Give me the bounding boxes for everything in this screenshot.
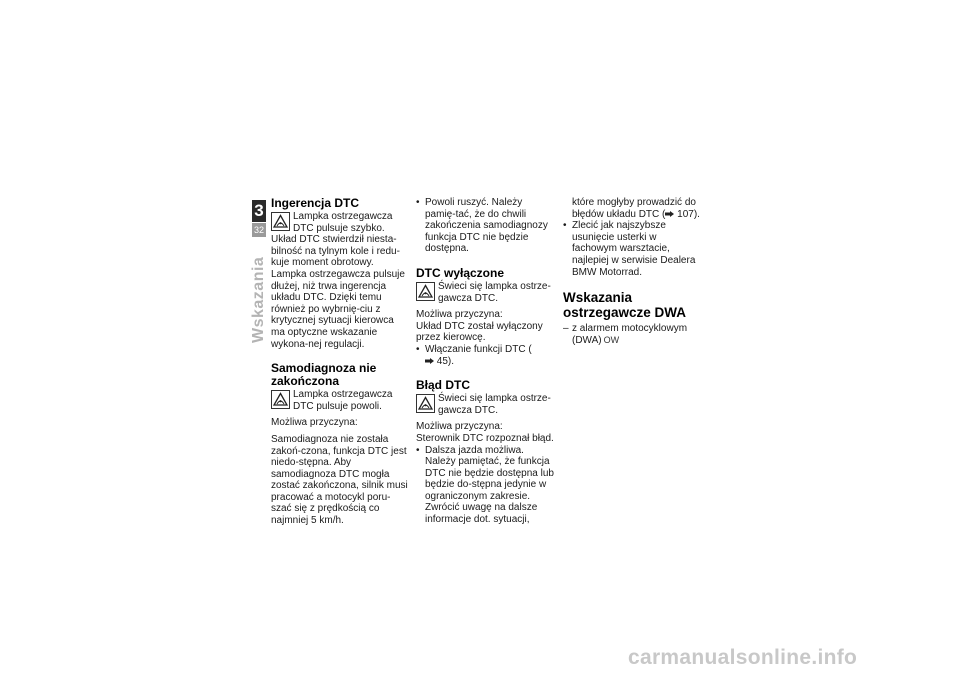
heading-dtc-wylaczone: DTC wyłączone [416,265,505,280]
page-number: 32 [253,225,264,235]
warning-text: Świeci się lampka ostrze-gawcza DTC. [438,393,551,416]
warning-block [271,211,409,234]
column-2 [416,197,554,526]
warning-text: Lampka ostrzegawcza DTC pulsuje szybko. [293,211,393,234]
bullet-list [416,344,554,367]
bullet-list [416,197,554,255]
paragraph: Sterownik DTC rozpoznał błąd. [416,432,554,444]
warning-text: Lampka ostrzegawcza DTC pulsuje powoli. [293,389,393,412]
chapter-number: 3 [252,200,266,222]
section-title-vertical: Wskazania [250,256,267,343]
paragraph: Samodiagnoza nie została zakoń-czona, funkcja DTC jest niedo-stępna. Aby samodiagnoza DTC mogła zostać zakończona, silnik musi pracować a motocykl poru-szać się z prędkością co najmniej 5 km/h. [271,433,408,527]
page-reference[interactable] [425,356,454,367]
heading-samodiagnoza: Samodiagnoza nie zakończona [271,361,377,389]
list-item [416,344,554,367]
list-item-text: które mogłyby prowadzić do błędów układu DTC ( [572,197,696,220]
warning-light-icon [271,212,290,231]
optional-equipment-mark: OW [603,334,620,345]
warning-block [271,389,409,412]
heading-wskazania-dwa: Wskazania ostrzegawcze DWA [563,290,687,321]
warning-light-icon [416,282,435,301]
list-item-text: z alarmem motocyklowym (DWA) [572,323,688,346]
list-item-continuation [563,197,701,220]
heading-blad-dtc: Błąd DTC [416,378,470,393]
list-item-text: Włączanie funkcji DTC ( [425,343,532,355]
paragraph: Układ DTC stwierdził niesta-bilność na tylnym kole i redu-kuje moment obrotowy. Lampka ostrzegawcza pulsuje dłużej, niż trwa ingerencja układu DTC. Dzięki temu również po wybrnię-ciu z krytycznej sytuacji kierowca ma optyczne wskazanie wykona-nej regulacji. [271,234,405,350]
warning-light-icon [271,390,290,409]
list-item: • Dalsza jazda możliwa. Należy pamiętać, że funkcja DTC nie będzie dostępna lub będzie do-stępna jedynie w ograniczonym zakresie. Zwrócić uwagę na dalsze informacje dot. sytuacji, [416,445,554,526]
warning-text: Świeci się lampka ostrze-gawcza DTC. [438,280,551,304]
page-reference[interactable] [665,209,700,220]
column-3 [563,197,701,346]
list-item: • Powoli ruszyć. Należy pamię-tać, że do chwili zakończenia samodiagnozy funkcja DTC nie będzie dostępna. [416,197,554,255]
bullet-list [563,220,701,278]
heading-ingerencja-dtc: Ingerencja DTC [271,196,360,210]
page-reference-number: 45). [436,355,455,367]
dash-list [563,323,701,346]
cause-label: Możliwa przyczyna: [416,421,503,433]
warning-block [416,393,554,416]
warning-block [416,281,554,304]
paragraph: Układ DTC został wyłączony przez kierowcę. [416,320,543,344]
warning-light-icon [416,394,435,413]
arrow-right-icon [665,211,674,217]
arrow-right-icon [425,358,434,364]
column-1 [271,197,409,527]
page-reference-number: 107). [677,208,700,220]
bullet-list [416,445,554,526]
watermark: carmanualsonline.info [628,646,858,669]
list-item: • Zlecić jak najszybsze usunięcie usterki w fachowym warsztacie, najlepiej w serwisie Dealera BMW Motorrad. [563,220,701,278]
list-item [563,323,701,346]
cause-label: Możliwa przyczyna: [416,309,503,321]
cause-label: Możliwa przyczyna: [271,417,358,429]
